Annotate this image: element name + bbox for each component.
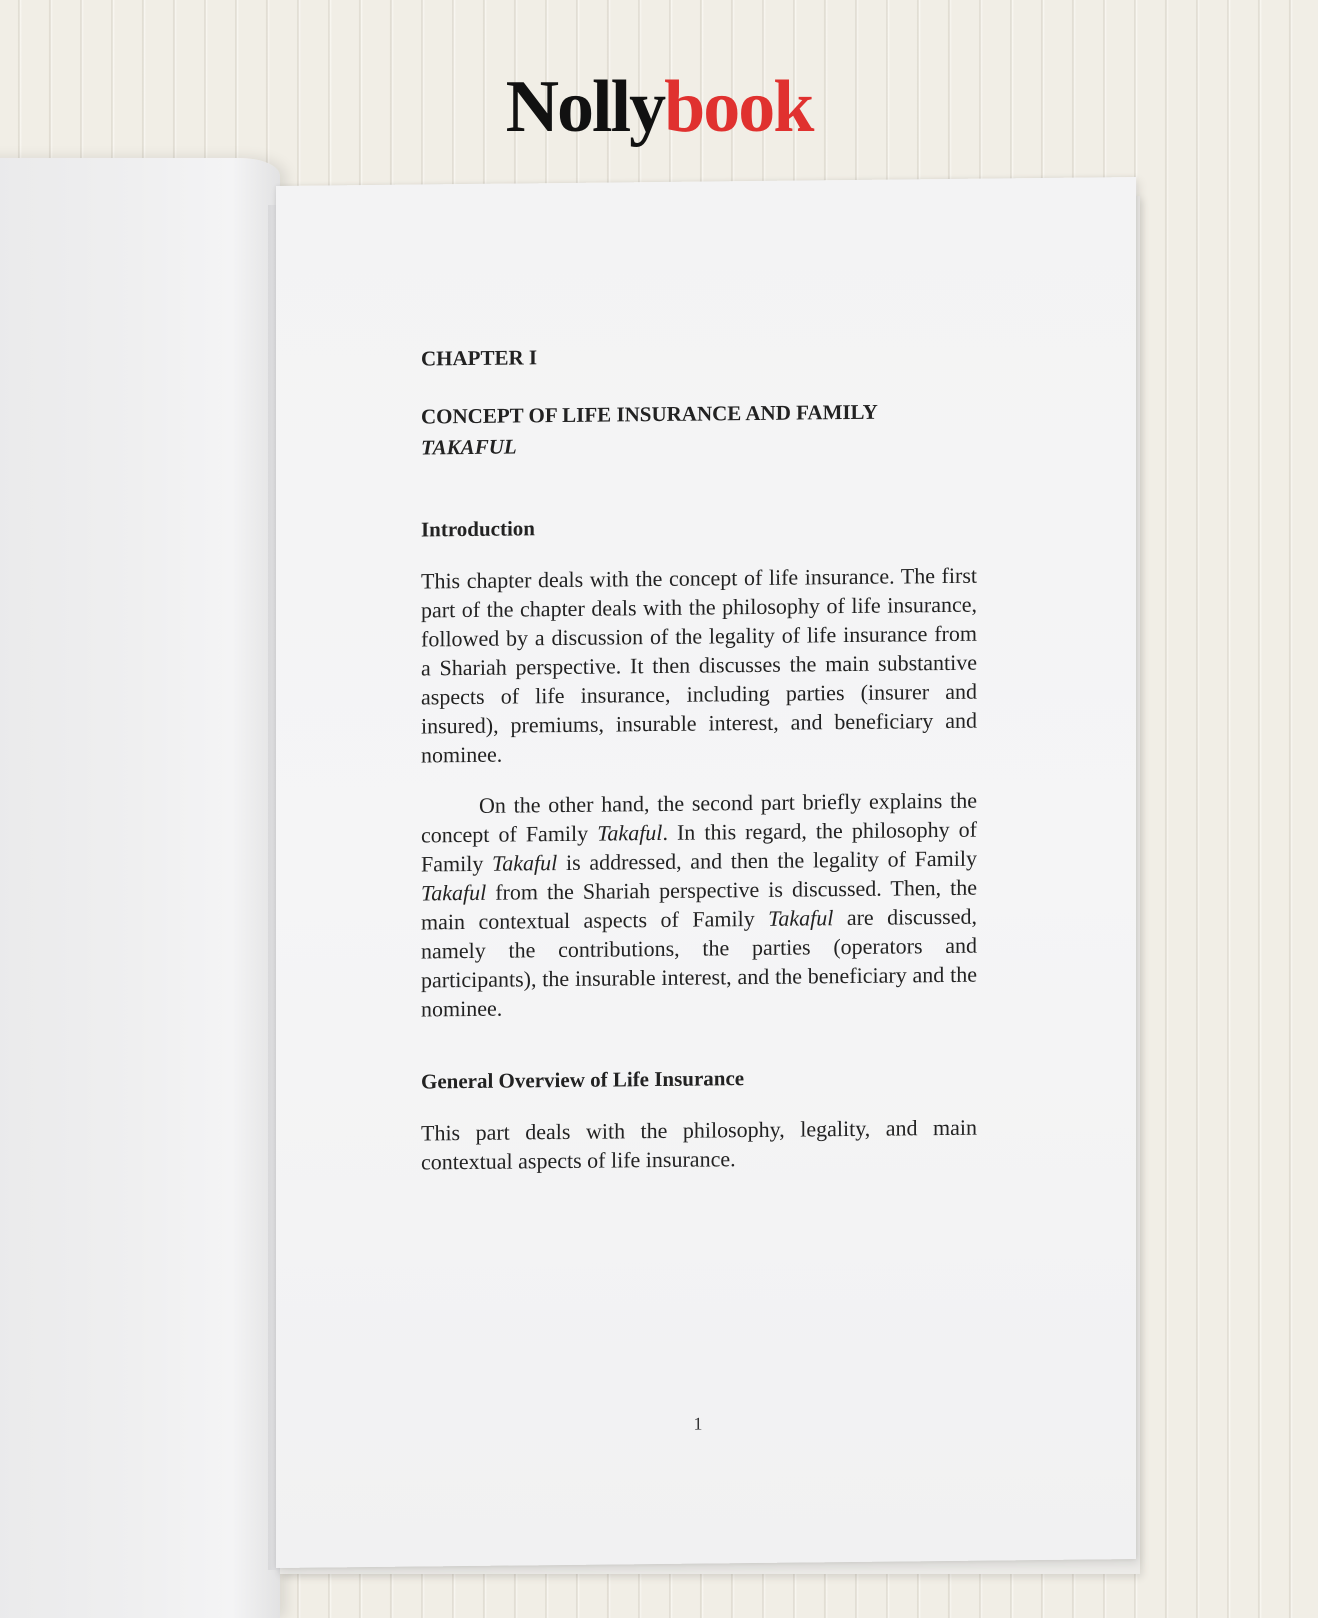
chapter-title-line2: TAKAFUL [421, 434, 517, 460]
second-paragraph-text-5: are discussed, namely the contributions, the parties (operators and participants), the insurable interest, and the beneficiary and the nominee. [421, 903, 977, 1022]
chapter-title-line1: CONCEPT OF LIFE INSURANCE AND FAMILY [421, 399, 878, 429]
second-paragraph-text-2: . In this regard, the philosophy of Family [421, 816, 977, 877]
intro-paragraph: This chapter deals with the concept of life insurance. The first part of the chapter deals with the philosophy of life insurance, followed by a discussion of the legality of life insurance from a Shariah perspective. It then discusses the main substantive aspects of life insurance, including parties (insurer and insured), premiums, insurable interest, and beneficiary and nominee. [421, 562, 977, 768]
logo-part-book: book [664, 66, 813, 148]
second-paragraph-text-1: On the other hand, the second part briefly explains the concept of Family [421, 787, 977, 848]
overview-heading: General Overview of Life Insurance [421, 1066, 745, 1094]
chapter-label: CHAPTER I [421, 345, 538, 371]
page-number: 1 [693, 1413, 703, 1434]
takaful-term-1: Takaful [597, 819, 663, 846]
second-paragraph-text-4: from the Shariah perspective is discussed. Then, the main contextual aspects of Family [421, 874, 977, 935]
nollybook-logo [0, 66, 1318, 148]
takaful-term-4: Takaful [768, 905, 834, 931]
right-page [276, 177, 1136, 1568]
chapter-title [421, 396, 977, 464]
second-paragraph-text-3: is addressed, and then the legality of Family [557, 845, 977, 876]
overview-paragraph: This part deals with the philosophy, legality, and main contextual aspects of life insurance. [421, 1114, 977, 1175]
left-page [0, 158, 280, 1618]
takaful-term-3: Takaful [421, 879, 487, 906]
second-paragraph [421, 786, 977, 1024]
page-text-block [421, 339, 977, 1199]
logo-part-nolly: Nolly [505, 66, 665, 148]
takaful-term-2: Takaful [492, 850, 558, 876]
introduction-heading: Introduction [421, 516, 535, 542]
